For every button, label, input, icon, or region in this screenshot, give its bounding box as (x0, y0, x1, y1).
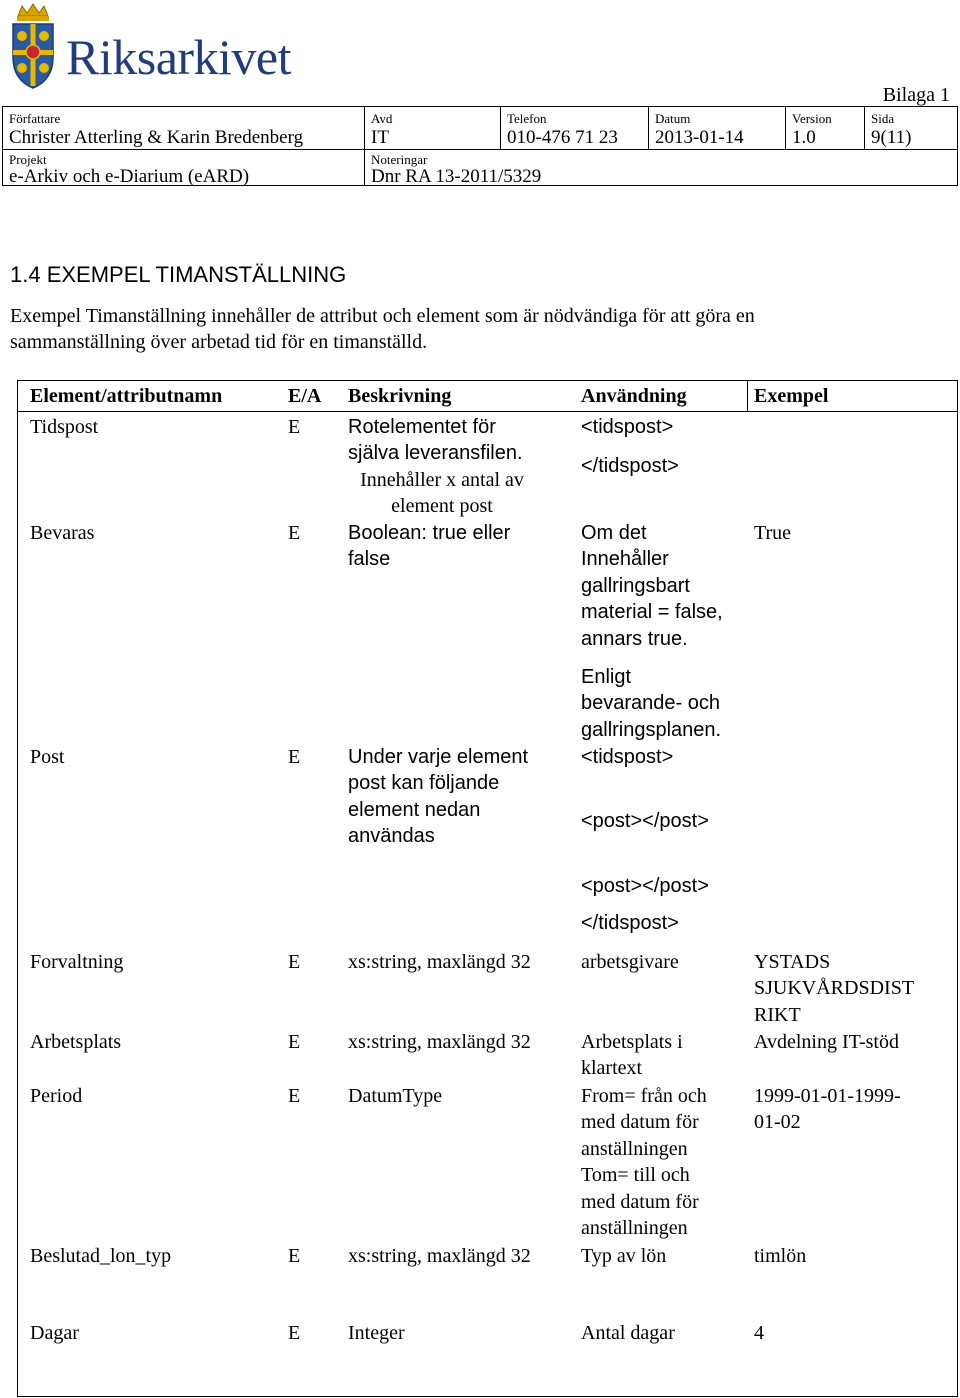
row-description: xs:string, maxlängd 32 (348, 1031, 531, 1053)
project-value: e-Arkiv och e-Diarium (eARD) (9, 166, 250, 187)
usage-line: gallringsbart (581, 574, 690, 597)
row-type: E (288, 522, 301, 544)
crown-coat-of-arms-icon (8, 2, 58, 92)
usage-line: <post></post> (581, 875, 709, 897)
description-line: själva leveransfilen. (348, 442, 523, 465)
row-description: xs:string, maxlängd 32 (348, 951, 531, 973)
row-example (754, 1083, 901, 1136)
example-line: SJUKVÅRDSDIST (754, 977, 915, 1000)
description-line: false (348, 548, 391, 571)
usage-line: <tidspost> (581, 746, 674, 768)
usage-line: Om det (581, 522, 647, 544)
usage-line: anställningen (581, 1137, 688, 1160)
department-value: IT (371, 127, 389, 148)
phone-label: Telefon (507, 111, 547, 126)
usage-line: </tidspost> (581, 455, 679, 477)
example-value: Avdelning IT-stöd (754, 1031, 899, 1053)
row-name: Dagar (30, 1322, 79, 1344)
row-example (754, 949, 914, 1028)
author-label: Författare (9, 111, 61, 126)
usage-line: klartext (581, 1057, 643, 1080)
date-label: Datum (655, 111, 691, 126)
row-name: Tidspost (30, 416, 99, 438)
row-description: DatumType (348, 1085, 443, 1107)
column-header: Element/attributnamn (30, 385, 223, 407)
row-description (348, 414, 523, 467)
usage-line: Enligt (581, 666, 632, 688)
usage-line: anställningen (581, 1217, 688, 1240)
row-description-cont (348, 467, 536, 520)
attachment-label: Bilaga 1 (882, 84, 950, 106)
page-value: 9(11) (871, 127, 912, 148)
row-type: E (288, 1085, 301, 1107)
row-name: Beslutad_lon_typ (30, 1245, 172, 1267)
usage-line: gallringsplanen. (581, 718, 722, 741)
page-label: Sida (871, 111, 895, 126)
usage-line: med datum för (581, 1111, 699, 1134)
description-line: Under varje element (348, 746, 529, 768)
project-label: Projekt (9, 152, 47, 167)
intro-line: Exempel Timanställning innehåller de attribut och element som är nödvändiga för att göra en (10, 305, 755, 327)
usage-line: Arbetsplats i (581, 1031, 683, 1053)
description-line: Innehåller x antal av (360, 469, 524, 491)
usage-line: arbetsgivare (581, 951, 679, 973)
row-type: E (288, 1322, 301, 1344)
row-name: Period (30, 1085, 83, 1107)
example-value: 4 (754, 1322, 764, 1344)
row-usage (581, 520, 723, 652)
author-value: Christer Atterling & Karin Bredenberg (9, 127, 304, 148)
description-line: användas (348, 825, 435, 848)
version-value: 1.0 (792, 127, 816, 148)
usage-line: <tidspost> (581, 416, 674, 438)
example-value: True (754, 522, 792, 544)
description-line: element post (391, 495, 493, 518)
usage-line: Antal dagar (581, 1322, 675, 1344)
description-line: Rotelementet för (348, 416, 496, 438)
usage-line: med datum för (581, 1190, 699, 1213)
example-value: timlön (754, 1245, 807, 1267)
row-type: E (288, 416, 301, 438)
usage-line: annars true. (581, 627, 688, 650)
example-line: RIKT (754, 1003, 801, 1026)
brand-name: Riksarkivet (66, 29, 292, 85)
usage-line: <post></post> (581, 810, 709, 832)
example-line: 1999-01-01-1999- (754, 1085, 901, 1107)
usage-line: bevarande- och (581, 692, 720, 715)
description-line: post kan följande (348, 772, 500, 795)
example-line: 01-02 (754, 1111, 801, 1134)
section-title: 1.4 EXEMPEL TIMANSTÄLLNING (10, 262, 347, 287)
row-name: Forvaltning (30, 951, 124, 973)
usage-line: Tom= till och (581, 1164, 690, 1187)
column-header: Användning (581, 385, 687, 407)
usage-line: From= från och (581, 1085, 707, 1107)
column-header: Exempel (754, 385, 829, 407)
usage-line: Innehåller (581, 548, 669, 571)
document-header (2, 106, 958, 186)
usage-line: </tidspost> (581, 912, 679, 934)
row-name: Post (30, 746, 65, 768)
row-description: xs:string, maxlängd 32 (348, 1245, 531, 1267)
column-header: Beskrivning (348, 385, 452, 407)
row-type: E (288, 951, 301, 973)
intro-line: sammanställning över arbetad tid för en timanställd. (10, 331, 428, 353)
row-name: Arbetsplats (30, 1031, 122, 1053)
row-type: E (288, 1245, 301, 1267)
example-line: YSTADS (754, 951, 831, 973)
description-line: Boolean: true eller (348, 522, 511, 544)
usage-line: material = false, (581, 601, 723, 624)
notes-label: Noteringar (371, 152, 428, 167)
row-description (348, 520, 510, 573)
date-value: 2013-01-14 (655, 127, 744, 148)
row-description: Integer (348, 1322, 405, 1344)
description-line: element nedan (348, 798, 481, 821)
notes-value: Dnr RA 13-2011/5329 (371, 166, 542, 187)
intro-text (10, 303, 910, 355)
row-type: E (288, 1031, 301, 1053)
column-header: E/A (288, 385, 322, 407)
row-usage (581, 1083, 707, 1241)
phone-value: 010-476 71 23 (507, 127, 618, 148)
version-label: Version (792, 111, 832, 126)
row-usage-note (581, 664, 721, 743)
usage-line: Typ av lön (581, 1245, 667, 1267)
row-name: Bevaras (30, 522, 95, 544)
department-label: Avd (371, 111, 393, 126)
row-type: E (288, 746, 301, 768)
row-description (348, 744, 528, 850)
row-usage (581, 1029, 683, 1082)
